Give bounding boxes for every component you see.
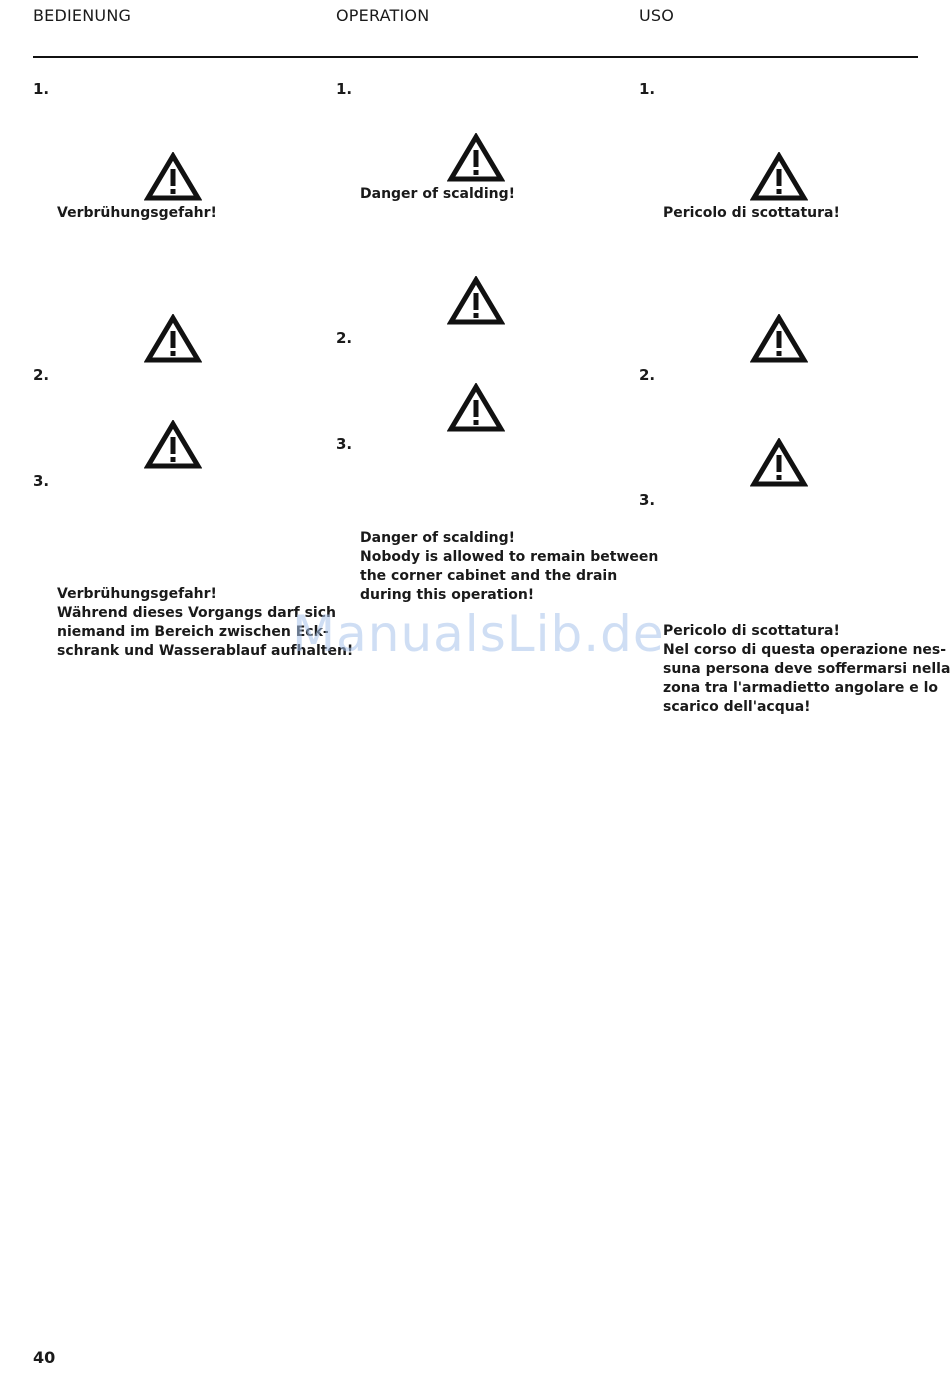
- warning-triangle-icon: [144, 152, 202, 202]
- de-step-3-number: 3.: [33, 472, 50, 490]
- en-warning-3-line: during this operation!: [360, 587, 535, 603]
- de-warning-3-line: Während dieses Vorgangs darf sich: [57, 605, 336, 621]
- column-header-german: BEDIENUNG: [33, 6, 132, 25]
- warning-triangle-icon: [447, 133, 505, 183]
- de-warning-1: Verbrühungsgefahr!: [57, 205, 217, 221]
- en-warning-3-line: Danger of scalding!: [360, 530, 515, 546]
- column-header-english: OPERATION: [336, 6, 430, 25]
- warning-triangle-icon: [447, 276, 505, 326]
- it-warning-1: Pericolo di scottatura!: [663, 205, 840, 221]
- it-step-3-number: 3.: [639, 491, 656, 509]
- de-warning-3-line: Verbrühungsgefahr!: [57, 586, 217, 602]
- warning-triangle-icon: [750, 314, 808, 364]
- en-warning-3: [360, 529, 658, 605]
- de-step-2-number: 2.: [33, 366, 50, 384]
- warning-triangle-icon: [144, 420, 202, 470]
- it-warning-3: [663, 622, 950, 717]
- it-warning-3-line: Pericolo di scottatura!: [663, 623, 840, 639]
- it-warning-3-line: zona tra l'armadietto angolare e lo: [663, 680, 938, 696]
- it-warning-3-line: suna persona deve soffermarsi nella: [663, 661, 950, 677]
- it-step-2-number: 2.: [639, 366, 656, 384]
- page-number: 40: [33, 1348, 56, 1367]
- watermark: ManualsLib.de: [292, 605, 665, 663]
- de-warning-3-line: niemand im Bereich zwischen Eck-: [57, 624, 329, 640]
- column-header-italian: USO: [639, 6, 675, 25]
- en-step-1-number: 1.: [336, 80, 353, 98]
- header-rule: [33, 56, 918, 58]
- it-warning-3-line: Nel corso di questa operazione nes-: [663, 642, 947, 658]
- it-warning-3-line: scarico dell'acqua!: [663, 699, 811, 715]
- de-step-1-number: 1.: [33, 80, 50, 98]
- en-step-2-number: 2.: [336, 329, 353, 347]
- warning-triangle-icon: [447, 383, 505, 433]
- warning-triangle-icon: [144, 314, 202, 364]
- de-warning-3-line: schrank und Wasserablauf aufhalten!: [57, 643, 354, 659]
- warning-triangle-icon: [750, 152, 808, 202]
- en-warning-3-line: Nobody is allowed to remain between: [360, 549, 659, 565]
- en-warning-3-line: the corner cabinet and the drain: [360, 568, 618, 584]
- en-step-3-number: 3.: [336, 435, 353, 453]
- en-warning-1: Danger of scalding!: [360, 186, 515, 202]
- warning-triangle-icon: [750, 438, 808, 488]
- it-step-1-number: 1.: [639, 80, 656, 98]
